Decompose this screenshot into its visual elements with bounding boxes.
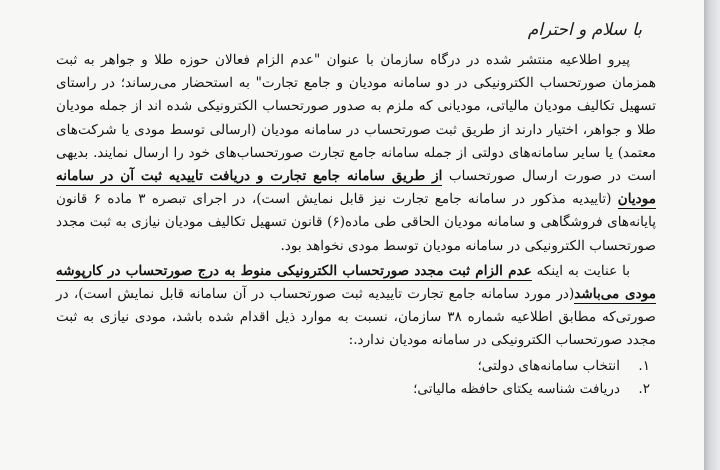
greeting-line: با سلام و احترام xyxy=(527,20,642,40)
paragraph-2 xyxy=(56,260,656,353)
paragraph-2-text-cont: (در مورد سامانه جامع تجارت تاییدیه ثبت صورتحساب در آن سامانه قابل نمایش است)، در صورتی‌که مطابق اطلاعیه شماره ۳۸ سازمان، نسبت به موارد ذیل اقدام شده باشد، مودی نیازی به ثبت مجدد صورتحساب الکترونیکی در سامانه مودیان ندارد.: xyxy=(56,286,656,349)
paragraph-2-emphasis: عدم الزام ثبت مجدد صورتحساب الکترونیکی منوط به درج صورتحساب در کارپوشه مودی می‌باشد xyxy=(56,262,656,303)
paragraph-1-emphasis: از طریق سامانه جامع تجارت و دریافت تاییدیه ثبت آن در سامانه مودیان xyxy=(56,168,657,208)
list-item xyxy=(56,355,656,378)
paragraph-1 xyxy=(56,49,656,258)
paragraph-1-text: پیرو اطلاعیه منتشر شده در درگاه سازمان با عنوان "عدم الزام فعالان حوزه طلا و جواهر به ثبت همزمان صورتحساب الکترونیکی در دو سامانه مودیان و جامع تجارت" به استحضار می‌رساند؛ در راستای تسهیل تکالیف مودیان مالیاتی، مودیانی که ملزم به صدور صورتحساب الکترونیکی شده اند از جمله مودیان طلا و جواهر، اختیار دارند از طریق ثبت صورتحساب در سامانه مودیان (ارسالی توسط مودی یا شرکت‌های معتمد) یا سایر سامانه‌های دولتی از جمله سامانه جامع تجارت صورتحساب‌های خود را ارسال نمایند. بدیهی است در صورت ارسال صورتحساب xyxy=(56,52,657,185)
list-item-text: انتخاب سامانه‌های دولتی؛ xyxy=(477,357,620,374)
requirements-list xyxy=(56,355,656,401)
list-item xyxy=(56,378,656,401)
letter-body xyxy=(56,49,656,401)
paragraph-1-text-cont: (تاییدیه مذکور در سامانه جامع تجارت نیز قابل نمایش است)، در اجرای تبصره ۳ ماده ۶ قانون پایانه‌های فروشگاهی و سامانه مودیان الحاقی طی ماده(۶) قانون تسهیل تکالیف مودیان نیازی به ثبت مجدد صورتحساب الکترونیکی در سامانه مودیان توسط مودی نخواهد بود. xyxy=(56,191,656,254)
list-item-text: دریافت شناسه یکتای حافظه مالیاتی؛ xyxy=(413,380,620,397)
paragraph-2-text: با عنایت به اینکه xyxy=(531,262,630,279)
list-item-number: ۱. xyxy=(638,357,650,374)
list-item-number: ۲. xyxy=(638,380,650,397)
page-edge-shadow xyxy=(704,0,720,470)
